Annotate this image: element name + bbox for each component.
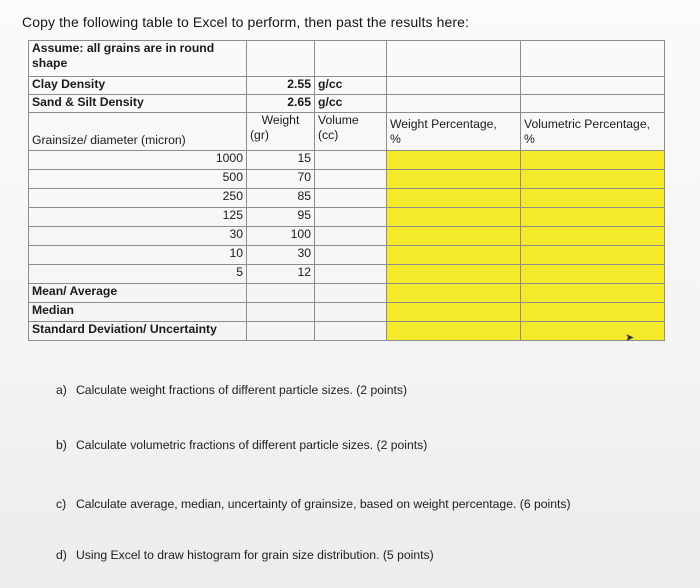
grainsize-cell: 250	[29, 189, 247, 208]
volumetric-percentage-cell	[521, 189, 665, 208]
grainsize-cell: 500	[29, 170, 247, 189]
volume-cell	[315, 227, 387, 246]
clay-density-label: Clay Density	[29, 77, 247, 95]
std-label: Standard Deviation/ Uncertainty	[29, 322, 247, 341]
grainsize-cell: 10	[29, 246, 247, 265]
mean-weight-percentage-cell	[387, 284, 521, 303]
volume-header-line1: Volume	[318, 113, 359, 127]
table-row	[29, 246, 665, 265]
std-weight-percentage-cell	[387, 322, 521, 341]
volume-cell	[315, 151, 387, 170]
mean-label: Mean/ Average	[29, 284, 247, 303]
weight-percentage-header-unit: %	[390, 131, 401, 146]
weight-percentage-cell	[387, 265, 521, 284]
weight-percentage-cell	[387, 189, 521, 208]
volumetric-percentage-header	[521, 113, 665, 151]
table-row	[29, 208, 665, 227]
weight-cell: 100	[247, 227, 315, 246]
weight-percentage-cell	[387, 208, 521, 227]
volumetric-percentage-cell	[521, 246, 665, 265]
instruction-text: Copy the following table to Excel to perform, then past the results here:	[22, 14, 469, 30]
median-volumetric-percentage-cell	[521, 303, 665, 322]
stats-row	[29, 322, 665, 341]
weight-cell: 12	[247, 265, 315, 284]
grainsize-cell: 5	[29, 265, 247, 284]
table-row	[29, 170, 665, 189]
stats-row	[29, 303, 665, 322]
table-row	[29, 189, 665, 208]
median-weight-percentage-cell	[387, 303, 521, 322]
sand-density-value: 2.65	[247, 95, 315, 113]
weight-header	[247, 113, 315, 151]
table-row	[29, 265, 665, 284]
volumetric-percentage-header-unit: %	[524, 131, 535, 146]
volumetric-percentage-cell	[521, 208, 665, 227]
weight-cell: 15	[247, 151, 315, 170]
weight-percentage-cell	[387, 170, 521, 189]
weight-percentage-cell	[387, 151, 521, 170]
data-table	[28, 40, 665, 341]
grainsize-cell: 1000	[29, 151, 247, 170]
question-c: c) Calculate average, median, uncertainty of grainsize, based on weight percentage. (6 points)	[56, 497, 571, 511]
mouse-pointer-icon: ➤	[625, 332, 635, 344]
weight-cell: 70	[247, 170, 315, 189]
stats-row	[29, 284, 665, 303]
volumetric-percentage-header-line1: Volumetric Percentage,	[524, 116, 651, 131]
volume-header-unit: (cc)	[318, 128, 339, 142]
clay-density-value: 2.55	[247, 77, 315, 95]
volumetric-percentage-cell	[521, 170, 665, 189]
volume-cell	[315, 265, 387, 284]
volume-cell	[315, 208, 387, 227]
volume-header	[315, 113, 387, 151]
assumption-cell: Assume: all grains are in round shape	[29, 41, 247, 77]
question-d: d) Using Excel to draw histogram for grain size distribution. (5 points)	[56, 548, 434, 562]
weight-percentage-cell	[387, 227, 521, 246]
question-a: a) Calculate weight fractions of different particle sizes. (2 points)	[56, 383, 408, 397]
std-volumetric-percentage-cell	[521, 322, 665, 341]
mean-volumetric-percentage-cell	[521, 284, 665, 303]
weight-percentage-header	[387, 113, 521, 151]
weight-percentage-header-line1: Weight Percentage,	[390, 116, 497, 131]
volume-cell	[315, 246, 387, 265]
sand-density-label: Sand & Silt Density	[29, 95, 247, 113]
volume-cell	[315, 189, 387, 208]
volumetric-percentage-cell	[521, 265, 665, 284]
clay-density-unit: g/cc	[315, 77, 387, 95]
weight-header-line1: Weight	[261, 113, 300, 127]
volumetric-percentage-cell	[521, 227, 665, 246]
median-label: Median	[29, 303, 247, 322]
weight-header-unit: (gr)	[250, 128, 269, 142]
weight-cell: 30	[247, 246, 315, 265]
volume-cell	[315, 170, 387, 189]
weight-cell: 85	[247, 189, 315, 208]
volumetric-percentage-cell	[521, 151, 665, 170]
table-row	[29, 227, 665, 246]
sand-density-unit: g/cc	[315, 95, 387, 113]
table-row	[29, 151, 665, 170]
weight-cell: 95	[247, 208, 315, 227]
question-b: b) Calculate volumetric fractions of different particle sizes. (2 points)	[56, 438, 428, 452]
weight-percentage-cell	[387, 246, 521, 265]
grainsize-cell: 125	[29, 208, 247, 227]
grainsize-header: Grainsize/ diameter (micron)	[29, 113, 247, 151]
grainsize-cell: 30	[29, 227, 247, 246]
